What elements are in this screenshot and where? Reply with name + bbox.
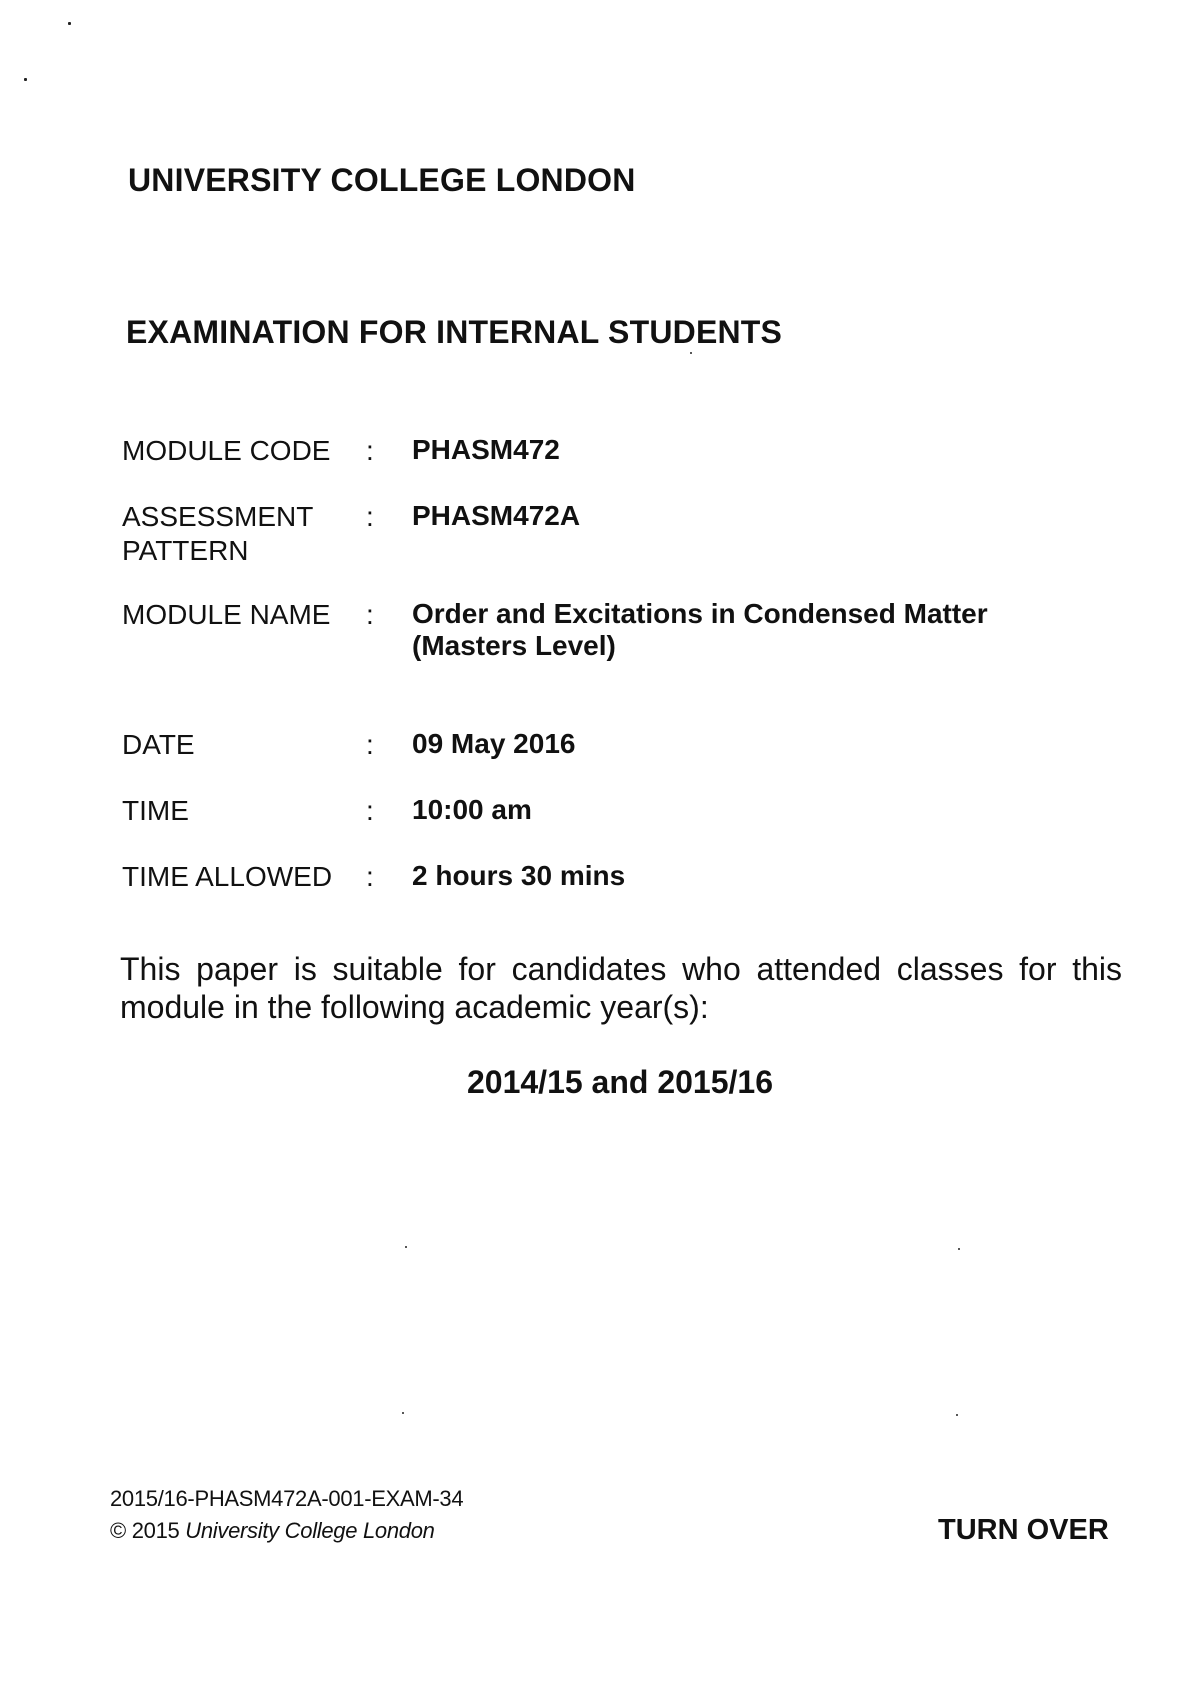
university-heading: UNIVERSITY COLLEGE LONDON bbox=[128, 162, 636, 198]
assessment-pattern-value: PHASM472A bbox=[412, 500, 581, 531]
scan-speck bbox=[690, 352, 692, 354]
scan-speck bbox=[68, 22, 71, 25]
scan-speck bbox=[24, 78, 27, 81]
date-label: DATE bbox=[122, 729, 195, 760]
assessment-pattern-label-line2: PATTERN bbox=[122, 535, 249, 566]
module-name-value bbox=[412, 598, 1032, 662]
module-name-value-line1: Order and Excitations in Condensed Matter bbox=[412, 598, 988, 629]
scan-speck bbox=[405, 1246, 407, 1248]
scan-speck bbox=[958, 1248, 960, 1250]
paper-reference-code: 2015/16-PHASM472A-001-EXAM-34 bbox=[110, 1486, 464, 1511]
scan-speck bbox=[402, 1412, 404, 1414]
examination-heading: EXAMINATION FOR INTERNAL STUDENTS bbox=[126, 314, 783, 350]
field-separator: : bbox=[366, 729, 374, 760]
copyright-prefix: © 2015 bbox=[110, 1518, 180, 1543]
copyright-organisation: University College London bbox=[185, 1518, 435, 1543]
assessment-pattern-label bbox=[122, 500, 362, 568]
academic-years: 2014/15 and 2015/16 bbox=[466, 1064, 773, 1100]
field-separator: : bbox=[366, 599, 374, 630]
time-label: TIME bbox=[122, 795, 189, 826]
scan-speck bbox=[956, 1414, 958, 1416]
suitability-statement: This paper is suitable for candidates who attended classes for this module in the following academic year(s): bbox=[120, 951, 1122, 1025]
time-allowed-value: 2 hours 30 mins bbox=[412, 860, 626, 891]
module-code-value: PHASM472 bbox=[412, 434, 560, 465]
time-value: 10:00 am bbox=[412, 794, 532, 825]
field-separator: : bbox=[366, 861, 374, 892]
field-separator: : bbox=[366, 435, 374, 466]
field-separator: : bbox=[366, 501, 374, 532]
assessment-pattern-label-line1: ASSESSMENT bbox=[122, 501, 314, 532]
turn-over-notice: TURN OVER bbox=[938, 1514, 1109, 1546]
copyright-notice bbox=[110, 1518, 435, 1544]
module-code-label: MODULE CODE bbox=[122, 435, 331, 466]
date-value: 09 May 2016 bbox=[412, 728, 576, 759]
time-allowed-label: TIME ALLOWED bbox=[122, 861, 333, 892]
module-name-label: MODULE NAME bbox=[122, 599, 331, 630]
module-name-value-line2: (Masters Level) bbox=[412, 630, 616, 661]
field-separator: : bbox=[366, 795, 374, 826]
